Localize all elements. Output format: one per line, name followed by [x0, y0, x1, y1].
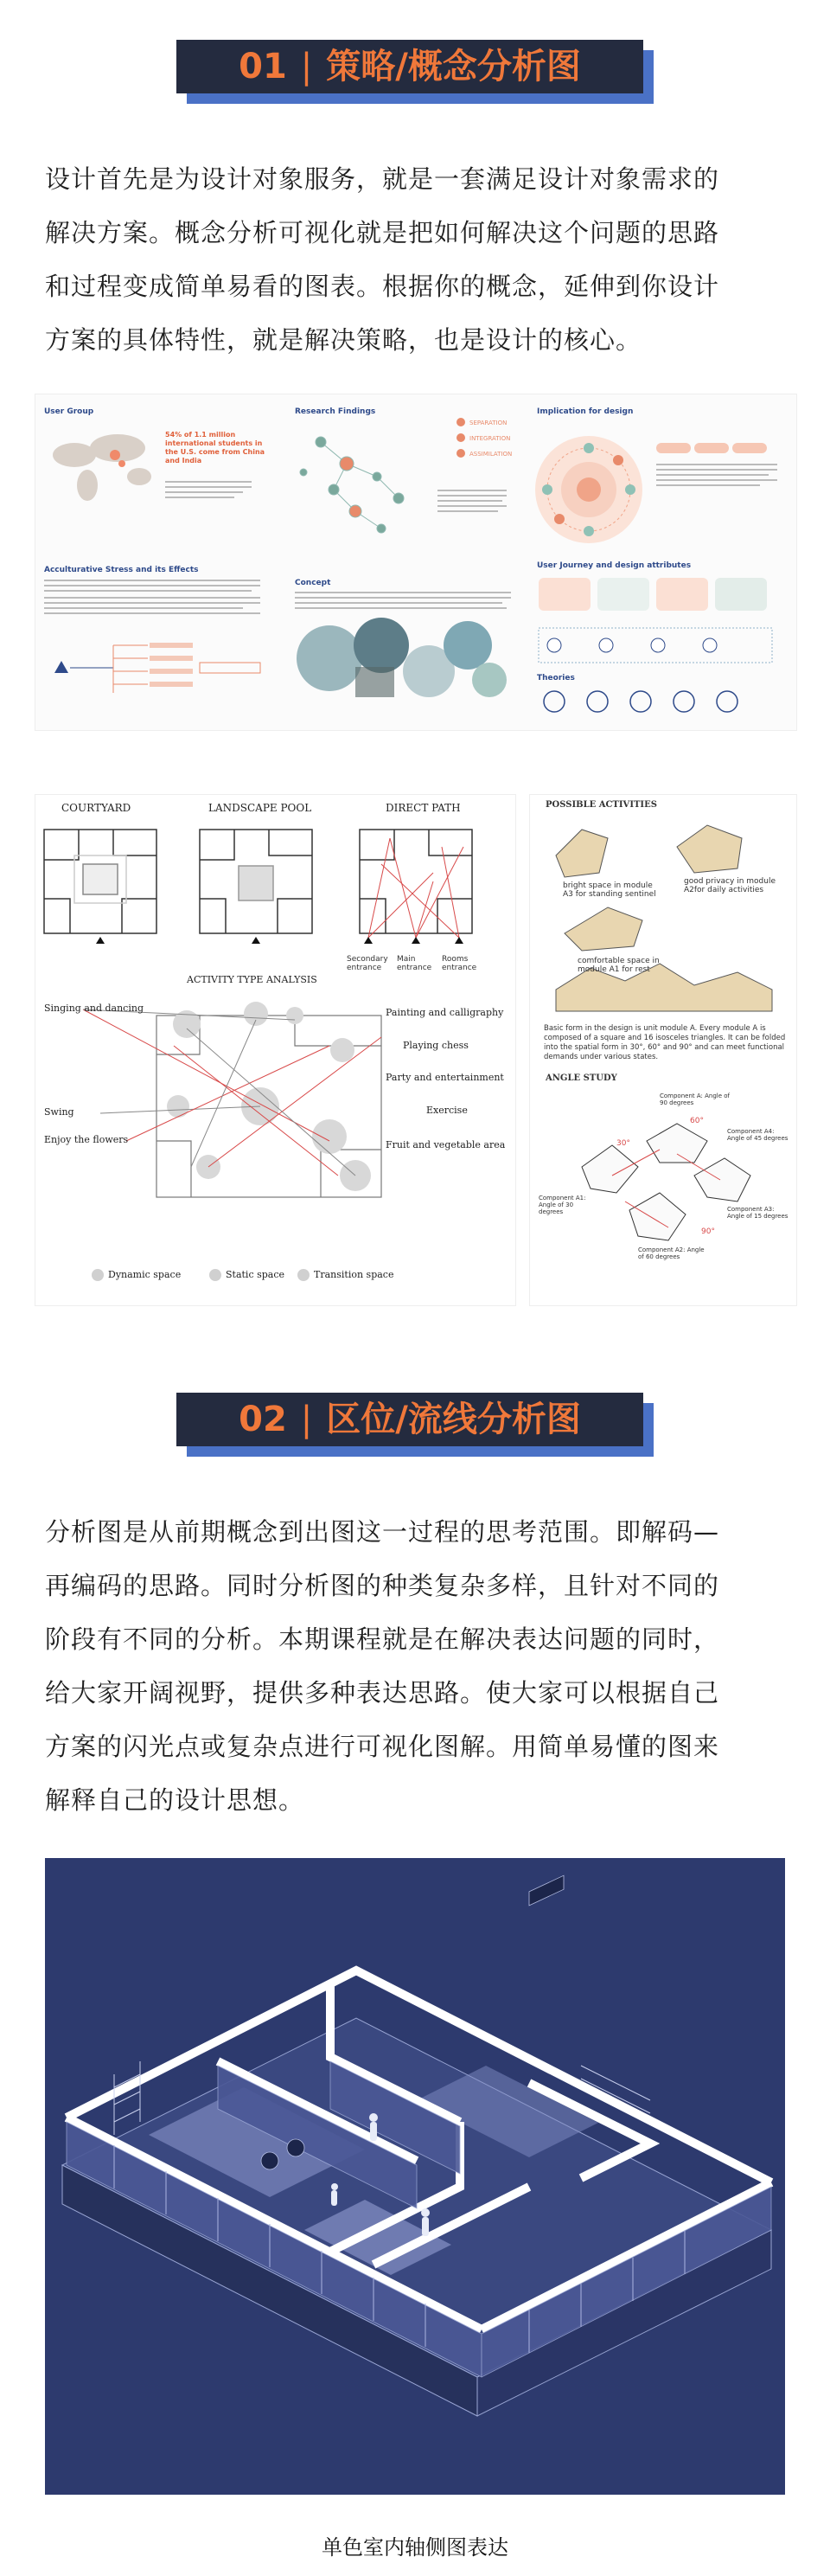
paragraph-line: 方案的闪光点或复杂点进行可视化图解。用简单易懂的图来: [45, 1732, 720, 1761]
entrance-marker: [455, 937, 463, 944]
activity-right: Exercise: [426, 1105, 468, 1116]
legend-transition-dot: [297, 1269, 310, 1281]
section-separator: |: [300, 47, 313, 87]
research-network: [300, 437, 404, 533]
legend-integration: INTEGRATION: [469, 435, 511, 442]
activity-right: Party and entertainment: [386, 1072, 504, 1083]
legend-dynamic: Dynamic space: [108, 1269, 182, 1280]
banner-face: [176, 1393, 643, 1446]
theories-title: Theories: [537, 674, 575, 682]
folded-module-sketches: [556, 825, 772, 1011]
section-title: 区位/流线分析图: [326, 1400, 581, 1439]
paragraph-line: 解释自己的设计思想。: [45, 1785, 305, 1815]
banner-face: [176, 40, 643, 93]
direct-path-lines: [368, 838, 463, 938]
implication-ring-diagram: [535, 436, 642, 543]
angle-label: 90°: [701, 1227, 715, 1236]
legend-dot: [456, 433, 465, 442]
section-1-paragraph: [45, 152, 788, 367]
section-1-banner: [176, 40, 650, 100]
activity-note: bright space in module A3 for standing sentinel: [563, 881, 656, 899]
legend-assimilation: ASSIMILATION: [469, 451, 513, 458]
angle-study-board: [529, 794, 797, 1306]
user-stat: 54% of 1.1 million international students in the U.S. come from China and India: [165, 431, 265, 465]
concept-title: Concept: [295, 579, 331, 587]
activity-note: good privacy in module A2for daily activities: [684, 877, 776, 894]
paragraph-line: 阶段有不同的分析。本期课程就是在解决表达问题的同时，: [45, 1624, 720, 1654]
research-text-lines: [437, 490, 507, 512]
legend-transition: Transition space: [314, 1269, 394, 1280]
entrance-marker: [412, 937, 420, 944]
section-separator: |: [300, 1400, 313, 1439]
entrance-marker: [252, 937, 260, 944]
research-findings-title: Research Findings: [295, 407, 376, 416]
component-label: Component A1: Angle of 30 degrees: [539, 1195, 586, 1215]
component-label: Component A3: Angle of 15 degrees: [727, 1206, 788, 1220]
legend-dot: [456, 418, 465, 426]
user-journey-title: User Journey and design attributes: [537, 561, 692, 570]
legend-dot: [456, 449, 465, 458]
world-map: [53, 434, 151, 501]
main-entrance-label: Main entrance: [397, 955, 432, 972]
legend-separation: SEPARATION: [469, 420, 508, 426]
section-2-banner: [176, 1393, 650, 1453]
activity-left: Singing and dancing: [44, 1003, 144, 1014]
concept-text-lines: [295, 592, 511, 609]
paragraph-line: 方案的具体特性，就是解决策略，也是设计的核心。: [45, 325, 642, 355]
section-number: 01: [239, 47, 287, 87]
activity-note: comfortable space in module A1 for rest: [578, 957, 660, 974]
basic-form-text: Basic form in the design is unit module A. Every module A is composed of a square and 16 isosceles triangles. It can be folded into the spatial form in 30°, 60° and 90° and can meet functional demands under various states.: [544, 1024, 786, 1061]
secondary-entrance-label: Secondary entrance: [347, 955, 388, 972]
section-number: 02: [239, 1400, 287, 1439]
component-label: Component A: Angle of 90 degrees: [660, 1093, 731, 1106]
theory-icons: [544, 691, 737, 712]
acc-flow-diagram: [54, 643, 260, 693]
concept-analysis-board: [35, 394, 797, 731]
legend-static: Static space: [226, 1269, 285, 1280]
section-2-paragraph: [45, 1505, 788, 1827]
activity-right: Playing chess: [403, 1040, 469, 1051]
paragraph-line: 和过程变成简单易看的图表。根据你的概念，延伸到你设计: [45, 272, 720, 301]
landscape-pool-plan: [200, 830, 312, 933]
concept-collage: [297, 618, 507, 697]
landscape-pool-title: LANDSCAPE POOL: [208, 802, 312, 814]
possible-activities-title: POSSIBLE ACTIVITIES: [546, 800, 657, 810]
journey-boxes: [539, 578, 772, 663]
legend-static-dot: [209, 1269, 221, 1281]
implication-title: Implication for design: [537, 407, 634, 416]
paragraph-line: 给大家开阔视野，提供多种表达思路。使大家可以根据自己: [45, 1678, 720, 1708]
entrance-marker: [96, 937, 105, 944]
activity-type-title: ACTIVITY TYPE ANALYSIS: [187, 974, 317, 985]
paragraph-line: 再编码的思路。同时分析图的种类复杂多样，且针对不同的: [45, 1571, 720, 1600]
angle-study-title: ANGLE STUDY: [546, 1073, 617, 1083]
legend-dynamic-dot: [92, 1269, 104, 1281]
paragraph-line: 解决方案。概念分析可视化就是把如何解决这个问题的思路: [45, 218, 720, 247]
activity-right: Painting and calligraphy: [386, 1007, 504, 1018]
activity-left: Enjoy the flowers: [44, 1134, 129, 1145]
paragraph-line: 设计首先是为设计对象服务，就是一套满足设计对象需求的: [45, 164, 720, 194]
courtyard-title: COURTYARD: [61, 802, 131, 814]
angle-diagram: [582, 1124, 750, 1240]
angle-label: 60°: [690, 1117, 704, 1125]
axonometric-illustration: [45, 1858, 785, 2495]
activity-right: Fruit and vegetable area: [386, 1139, 506, 1150]
component-label: Component A4: Angle of 45 degrees: [727, 1128, 788, 1142]
acc-text-lines: [44, 580, 260, 614]
activity-left: Swing: [44, 1106, 74, 1118]
implication-labels: [656, 443, 777, 486]
axonometric-drawing: [45, 1858, 785, 2495]
direct-path-title: DIRECT PATH: [386, 802, 461, 814]
paragraph-line: 分析图是从前期概念到出图这一过程的思考范围。即解码—: [45, 1517, 720, 1547]
component-label: Component A2: Angle of 60 degrees: [638, 1246, 705, 1260]
acculturative-title: Acculturative Stress and its Effects: [44, 566, 199, 574]
entrance-marker: [364, 937, 373, 944]
courtyard-plan: [44, 830, 156, 933]
user-group-title: User Group: [44, 407, 94, 416]
axonometric-caption: 单色室内轴侧图表达: [322, 2535, 508, 2560]
angle-label: 30°: [616, 1139, 630, 1148]
concept-board-graphics: [35, 394, 796, 730]
activity-analysis-board: [35, 794, 516, 1306]
rooms-entrance-label: Rooms entrance: [442, 955, 477, 972]
section-title: 策略/概念分析图: [326, 47, 581, 87]
